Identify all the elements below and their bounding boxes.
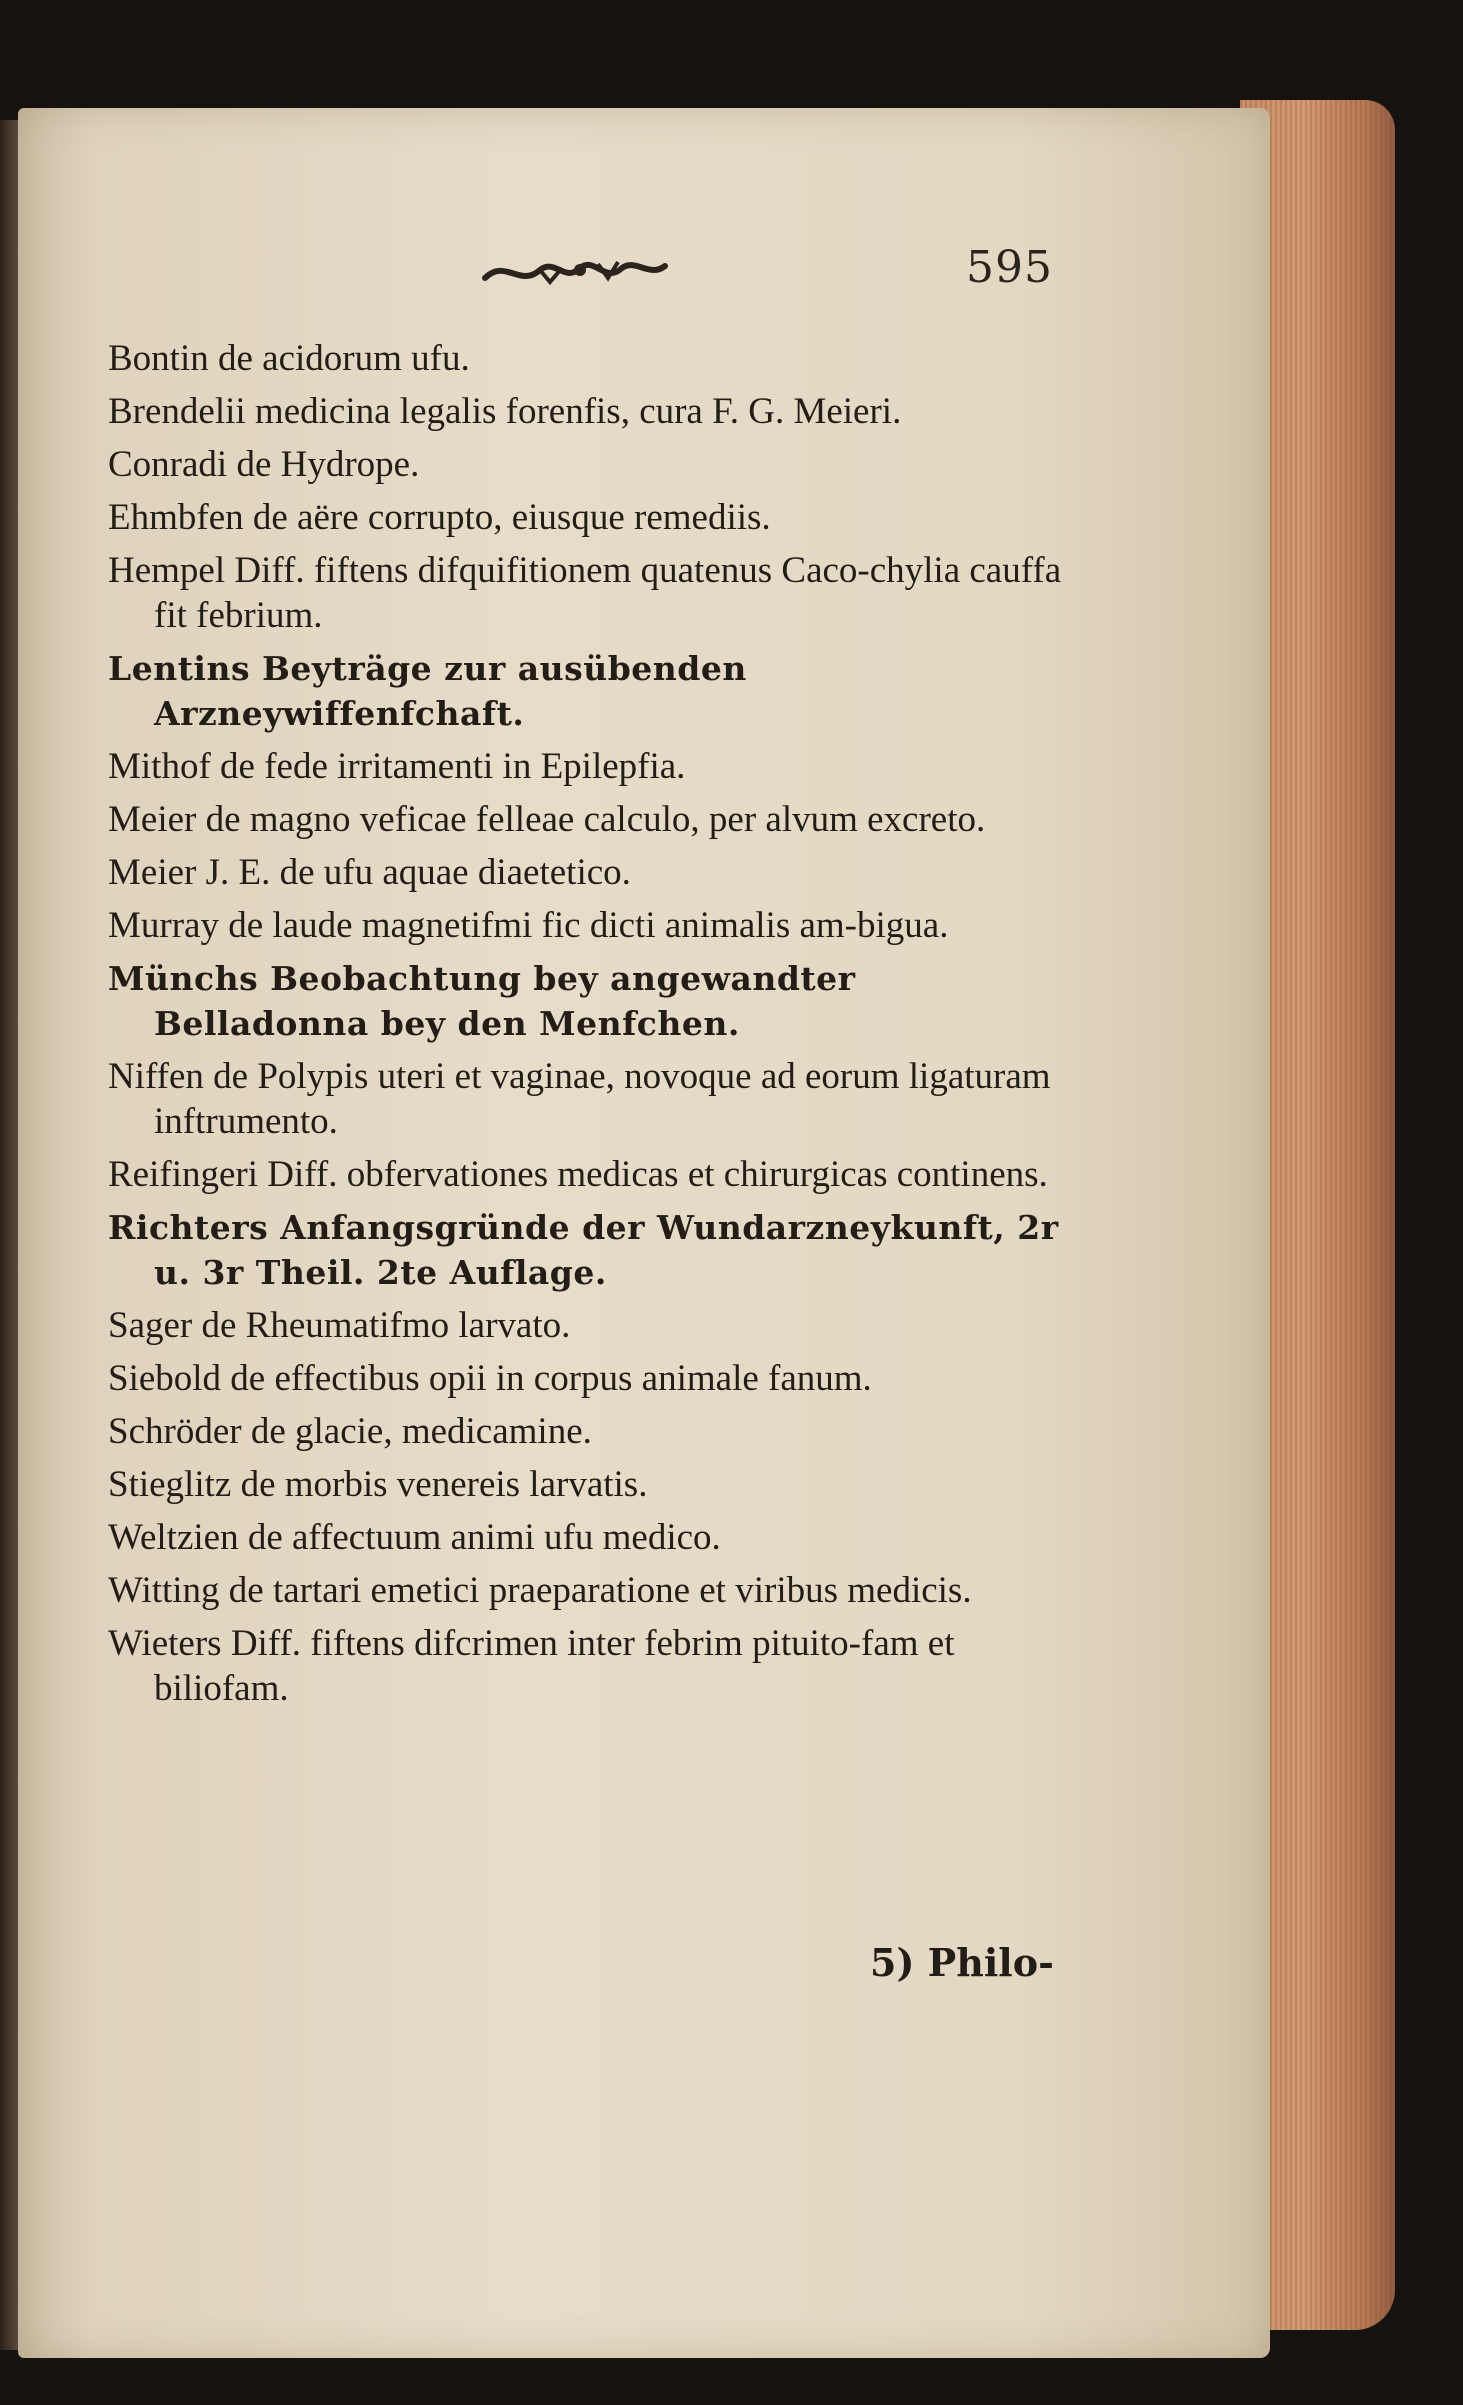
bibliography-list bbox=[108, 336, 1068, 1719]
list-item: Conradi de Hydrope. bbox=[108, 444, 420, 485]
list-item: Niffen de Polypis uteri et vaginae, novoque ad eorum ligaturam inftrumento. bbox=[108, 1056, 1051, 1142]
list-item: Meier J. E. de ufu aquae diaetetico. bbox=[108, 852, 631, 893]
list-item: Meier de magno veficae felleae calculo, per alvum excreto. bbox=[108, 799, 986, 840]
list-item: Richters Anfangsgründe der Wundarzneykunft, 2r u. 3r Theil. 2te Auflage. bbox=[108, 1208, 1059, 1292]
catchword: 5) Philo- bbox=[870, 1940, 1054, 1985]
list-item: Wieters Diff. fiftens difcrimen inter febrim pituito-fam et biliofam. bbox=[108, 1623, 955, 1709]
list-item: Bontin de acidorum ufu. bbox=[108, 338, 470, 379]
list-item: Witting de tartari emetici praeparatione et viribus medicis. bbox=[108, 1570, 972, 1611]
list-item: Brendelii medicina legalis forenfis, cura F. G. Meieri. bbox=[108, 391, 902, 432]
list-item: Schröder de glacie, medicamine. bbox=[108, 1411, 592, 1452]
list-item: Sager de Rheumatifmo larvato. bbox=[108, 1305, 571, 1346]
list-item: Lentins Beyträge zur ausübenden Arzneywiffenfchaft. bbox=[108, 649, 747, 733]
page-number: 595 bbox=[966, 242, 1053, 293]
page-header bbox=[480, 240, 1080, 310]
list-item: Stieglitz de morbis venereis larvatis. bbox=[108, 1464, 648, 1505]
list-item: Mithof de fede irritamenti in Epilepfia. bbox=[108, 746, 686, 787]
list-item: Siebold de effectibus opii in corpus animale fanum. bbox=[108, 1358, 872, 1399]
list-item: Münchs Beobachtung bey angewandter Belladonna bey den Menfchen. bbox=[108, 959, 856, 1043]
list-item: Reifingeri Diff. obfervationes medicas et chirurgicas continens. bbox=[108, 1154, 1048, 1195]
printer-ornament-icon bbox=[480, 248, 670, 298]
list-item: Murray de laude magnetifmi fic dicti animalis am-bigua. bbox=[108, 905, 949, 946]
list-item: Ehmbfen de aëre corrupto, eiusque remediis. bbox=[108, 497, 771, 538]
list-item: Weltzien de affectuum animi ufu medico. bbox=[108, 1517, 721, 1558]
list-item: Hempel Diff. fiftens difquifitionem quatenus Caco-chylia cauffa fit febrium. bbox=[108, 550, 1062, 636]
